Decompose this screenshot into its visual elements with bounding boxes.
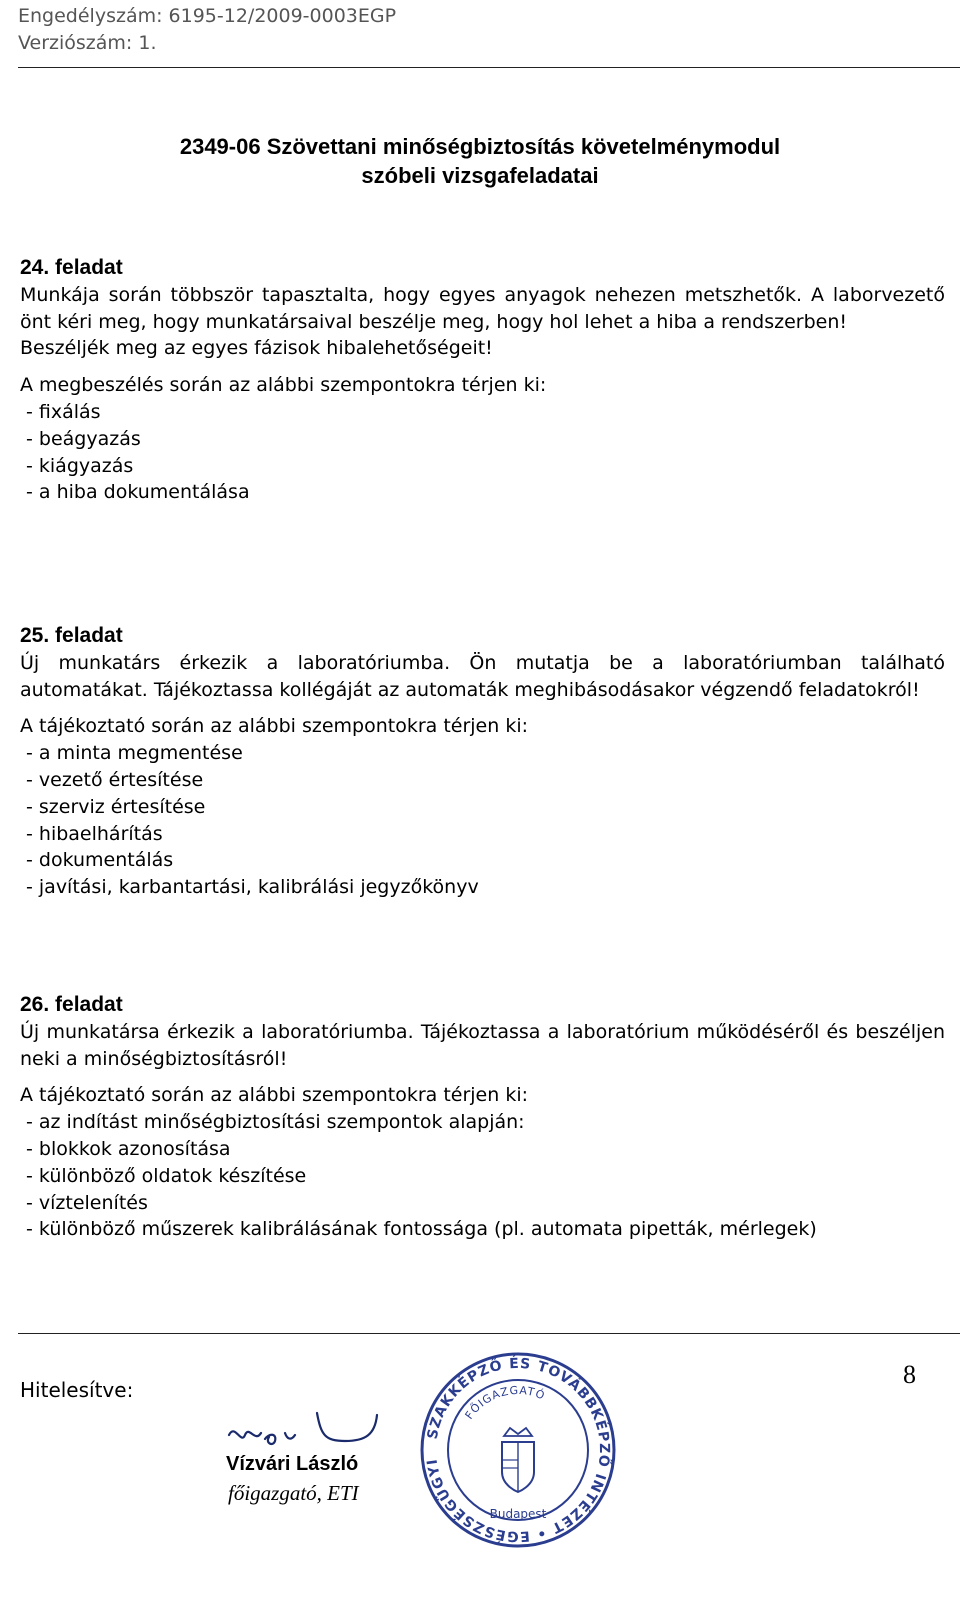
task-intro: A megbeszélés során az alábbi szempontokra térjen ki: — [20, 374, 547, 397]
list-item: - szerviz értesítése — [26, 795, 206, 818]
list-item: - javítási, karbantartási, kalibrálási jegyzőkönyv — [26, 876, 479, 899]
page-number: 8 — [903, 1360, 916, 1389]
certified-label: Hitelesítve: — [20, 1378, 134, 1402]
list-item: - hibaelhárítás — [26, 822, 163, 845]
task-26 — [20, 992, 945, 1243]
list-item: - a minta megmentése — [26, 742, 243, 765]
list-item: - víztelenítés — [26, 1191, 148, 1214]
list-item: - blokkok azonosítása — [26, 1137, 231, 1160]
task-24 — [20, 255, 945, 506]
task-intro: A tájékoztató során az alábbi szempontokra térjen ki: — [20, 1084, 528, 1107]
list-item: - kiágyazás — [26, 454, 134, 477]
signer-title: főigazgató, ETI — [228, 1481, 359, 1505]
list-item: - különböző oldatok készítése — [26, 1164, 307, 1187]
task-25 — [20, 623, 945, 901]
list-item: - a hiba dokumentálása — [26, 481, 250, 504]
signer-name: Vízvári László — [226, 1453, 359, 1475]
svg-text:SZAKKÉPZŐ ÉS TOVÁBBKÉPZŐ INTÉZ: SZAKKÉPZŐ ÉS TOVÁBBKÉPZŐ INTÉZET • EGÉSZSÉGÜGYI — [424, 1355, 613, 1545]
handwritten-signature — [225, 1405, 395, 1460]
svg-text:Budapest: Budapest — [489, 1507, 547, 1521]
document-title — [0, 132, 960, 190]
header-rule — [18, 67, 960, 68]
task-points — [20, 399, 945, 506]
svg-text:FŐIGAZGATÓ: FŐIGAZGATÓ — [462, 1383, 548, 1422]
official-seal-stamp — [418, 1350, 618, 1550]
task-number: 24. feladat — [20, 256, 123, 279]
title-line-1: 2349-06 Szövettani minőségbiztosítás követelménymodul — [179, 134, 781, 159]
list-item: - az indítást minőségbiztosítási szempontok alapján: — [26, 1111, 525, 1134]
list-item: - beágyazás — [26, 427, 141, 450]
task-description: Új munkatárs érkezik a laboratóriumba. Ön mutatja be a laboratóriumban található automatákat. Tájékoztassa kollégáját az automaták meghibásodásakor végzendő feladatokról! — [20, 651, 945, 701]
task-description: Munkája során többször tapasztalta, hogy egyes anyagok nehezen metszhetők. A laborvezető önt kéri meg, hogy munkatársaival beszélje meg, hogy hol lehet a hiba a rendszerben! — [20, 283, 945, 333]
list-item: - fixálás — [26, 400, 101, 423]
title-line-2: szóbeli vizsgafeladatai — [361, 163, 599, 188]
task-number: 25. feladat — [20, 624, 123, 647]
task-points — [20, 740, 945, 901]
version-number: Verziószám: 1. — [18, 32, 157, 54]
list-item: - dokumentálás — [26, 849, 174, 872]
list-item: - különböző műszerek kalibrálásának fontossága (pl. automata pipetták, mérlegek) — [26, 1218, 817, 1241]
task-number: 26. feladat — [20, 993, 123, 1016]
task-description: Új munkatársa érkezik a laboratóriumba. Tájékoztassa a laboratórium működéséről és beszéljen neki a minőségbiztosításról! — [20, 1020, 945, 1070]
task-instruction: Beszéljék meg az egyes fázisok hibalehetőségeit! — [20, 337, 493, 360]
task-points — [20, 1109, 945, 1243]
footer-rule — [18, 1333, 960, 1334]
license-number: Engedélyszám: 6195-12/2009-0003EGP — [18, 5, 397, 27]
task-intro: A tájékoztató során az alábbi szempontokra térjen ki: — [20, 715, 528, 738]
list-item: - vezető értesítése — [26, 768, 204, 791]
